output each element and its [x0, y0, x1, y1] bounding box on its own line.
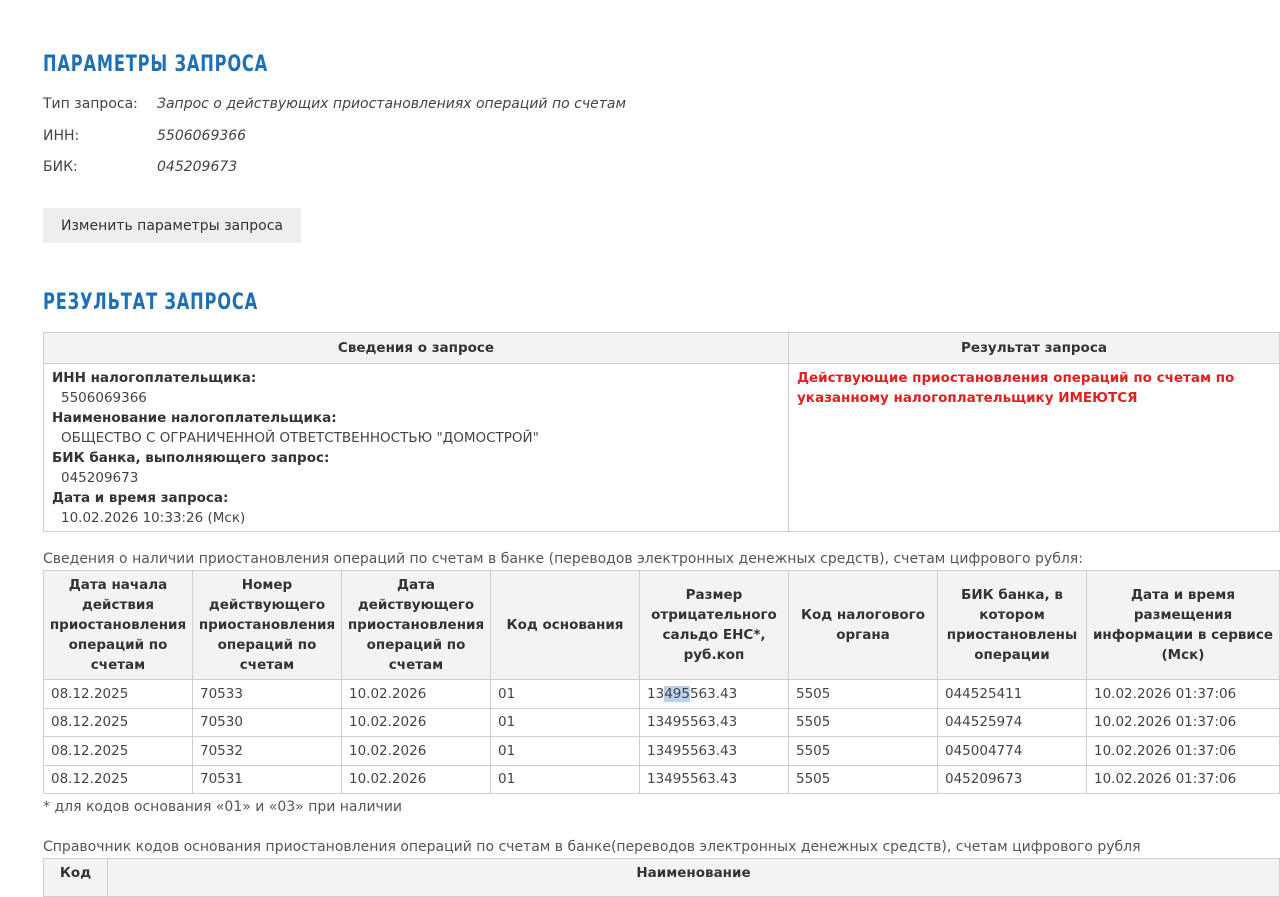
table-cell: 5505	[789, 765, 938, 794]
param-row-inn	[43, 128, 626, 160]
table-cell: 5505	[789, 708, 938, 737]
table-cell: 13495563.43	[640, 765, 789, 794]
column-header: Размер отрицательного сальдо ЕНС*, руб.коп	[640, 571, 789, 680]
inn-label: ИНН налогоплательщика:	[52, 370, 257, 386]
param-label: БИК:	[43, 159, 78, 175]
table-cell: 045004774	[938, 737, 1087, 766]
table-cell: 01	[491, 680, 640, 709]
table-cell: 10.02.2026	[342, 680, 491, 709]
name-value: ОБЩЕСТВО С ОГРАНИЧЕННОЙ ОТВЕТСТВЕННОСТЬЮ "ДОМОСТРОЙ"	[61, 430, 539, 446]
result-header: Результат запроса	[789, 333, 1280, 364]
params-list	[43, 96, 626, 191]
selected-text: 13495563.43	[647, 685, 738, 702]
table-row	[44, 708, 1280, 737]
table-cell: 044525411	[938, 680, 1087, 709]
table-cell: 10.02.2026	[342, 737, 491, 766]
param-row-bik	[43, 159, 626, 191]
result-cell	[789, 364, 1280, 532]
table-cell: 70531	[193, 765, 342, 794]
saldo-cell-selected[interactable]	[640, 680, 789, 709]
param-label: ИНН:	[43, 127, 80, 144]
param-label: Тип запроса:	[43, 96, 138, 112]
table-cell: 08.12.2025	[44, 708, 193, 737]
result-alert: Действующие приостановления операций по счетам по указанному налогоплательщику ИМЕЮТСЯ	[797, 370, 1235, 406]
table-cell: 70532	[193, 737, 342, 766]
column-header: Дата и время размещения информации в сервисе (Мск)	[1087, 571, 1280, 680]
table-cell: 13495563.43	[640, 737, 789, 766]
table-cell: 5505	[789, 737, 938, 766]
suspensions-header-row	[44, 571, 1280, 680]
param-row-type	[43, 96, 626, 128]
suspensions-caption: Сведения о наличии приостановления операций по счетам в банке (переводов электронных денежных средств), счетам цифрового рубля:	[43, 551, 1083, 567]
suspensions-table	[43, 570, 1280, 794]
info-header: Сведения о запросе	[44, 333, 789, 364]
table-cell: 10.02.2026	[342, 708, 491, 737]
column-header: БИК банка, в котором приостановлены операции	[938, 571, 1087, 680]
table-cell: 08.12.2025	[44, 680, 193, 709]
reference-table	[43, 858, 1280, 897]
footnote: * для кодов основания «01» и «03» при наличии	[43, 799, 403, 815]
table-cell: 10.02.2026 01:37:06	[1087, 680, 1280, 709]
table-cell: 044525974	[938, 708, 1087, 737]
reference-caption: Справочник кодов основания приостановления операций по счетам в банке(переводов электронных денежных средств), счетам цифрового рубля	[43, 839, 1141, 855]
param-value: 5506069366	[157, 127, 247, 144]
column-header: Код основания	[491, 571, 640, 680]
result-title: РЕЗУЛЬТАТ ЗАПРОСА	[43, 290, 259, 315]
datetime-label: Дата и время запроса:	[52, 490, 229, 506]
bik-label: БИК банка, выполняющего запрос:	[52, 450, 330, 466]
table-row	[44, 737, 1280, 766]
change-params-button[interactable]: Изменить параметры запроса	[43, 208, 301, 243]
ref-code-header: Код	[44, 859, 108, 897]
column-header: Дата начала действия приостановления операций по счетам	[44, 571, 193, 680]
column-header: Дата действующего приостановления операций по счетам	[342, 571, 491, 680]
table-cell: 01	[491, 708, 640, 737]
param-value: 045209673	[157, 159, 238, 175]
column-header: Код налогового органа	[789, 571, 938, 680]
table-row	[44, 765, 1280, 794]
bik-value: 045209673	[61, 470, 139, 486]
table-cell: 08.12.2025	[44, 765, 193, 794]
request-info-table	[43, 332, 1280, 532]
table-cell: 01	[491, 765, 640, 794]
params-title: ПАРАМЕТРЫ ЗАПРОСА	[43, 52, 269, 77]
table-cell: 13495563.43	[640, 708, 789, 737]
table-cell: 70530	[193, 708, 342, 737]
table-cell: 5505	[789, 680, 938, 709]
table-cell: 045209673	[938, 765, 1087, 794]
table-cell: 10.02.2026 01:37:06	[1087, 708, 1280, 737]
column-header: Номер действующего приостановления операций по счетам	[193, 571, 342, 680]
table-cell: 10.02.2026 01:37:06	[1087, 737, 1280, 766]
table-cell: 70533	[193, 680, 342, 709]
table-row	[44, 680, 1280, 709]
table-cell: 10.02.2026 01:37:06	[1087, 765, 1280, 794]
table-cell: 08.12.2025	[44, 737, 193, 766]
ref-name-header: Наименование	[108, 859, 1280, 897]
param-value: Запрос о действующих приостановлениях операций по счетам	[157, 96, 627, 112]
datetime-value: 10.02.2026 10:33:26 (Мск)	[61, 510, 246, 526]
inn-value: 5506069366	[61, 390, 147, 406]
text-selection-highlight: 495	[664, 685, 690, 702]
table-cell: 10.02.2026	[342, 765, 491, 794]
table-cell: 01	[491, 737, 640, 766]
name-label: Наименование налогоплательщика:	[52, 410, 337, 426]
request-info-cell	[44, 364, 789, 532]
